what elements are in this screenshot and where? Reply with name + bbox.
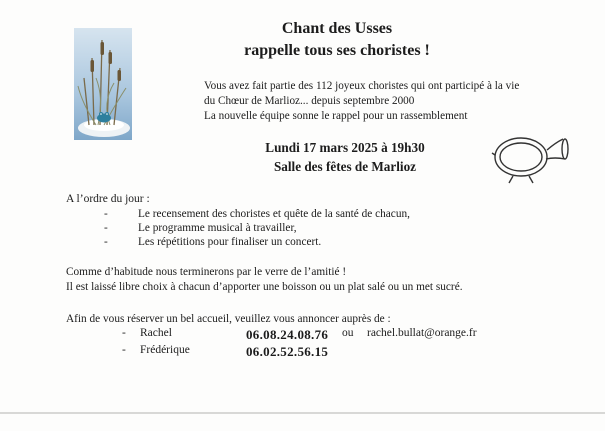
contact-phone: 06.02.52.56.15 [246,344,329,359]
agenda-item [104,222,297,234]
bullet: - [122,327,126,339]
hunting-horn-icon [491,133,569,185]
intro-line: La nouvelle équipe sonne le rappel pour un rassemblement [204,110,468,122]
intro-line: Vous avez fait partie des 112 joyeux choristes qui ont participé à la vie [204,80,520,92]
bullet: - [104,236,108,248]
agenda-item [104,208,410,220]
agenda-item-text: Le programme musical à travailler, [138,222,297,234]
flyer-subtitle: rappelle tous ses choristes ! [244,42,430,59]
bullet: - [104,208,108,220]
event-date: Lundi 17 mars 2025 à 19h30 [265,140,425,155]
reservation-text: Afin de vous réserver un bel accueil, veuillez vous annoncer auprès de : [66,313,391,325]
agenda-item-text: Les répétitions pour finaliser un concert. [138,236,322,248]
reeds-frog-illustration [74,28,132,140]
intro-paragraph [204,79,594,124]
bullet: - [104,222,108,234]
flyer-title: Chant des Usses [281,20,393,37]
page-fold-line [0,412,605,414]
agenda-item [104,236,321,248]
intro-line: du Chœur de Marlioz... depuis septembre 2000 [204,95,415,107]
contact-name: Frédérique [140,344,190,356]
agenda-heading: A l’ordre du jour : [66,193,150,205]
contact-email: rachel.bullat@orange.fr [367,327,477,339]
contact-name: Rachel [140,327,172,339]
closing-line: Comme d’habitude nous terminerons par le verre de l’amitié ! [66,266,347,278]
bullet: - [122,344,126,356]
agenda-item-text: Le recensement des choristes et quête de la santé de chacun, [138,208,410,220]
contact-phone: 06.08.24.08.76 [246,327,329,342]
event-place: Salle des fêtes de Marlioz [273,159,417,174]
contact-separator: ou [342,327,354,339]
closing-line: Il est laissé libre choix à chacun d’apporter une boisson ou un plat salé ou un met sucré. [66,281,463,293]
